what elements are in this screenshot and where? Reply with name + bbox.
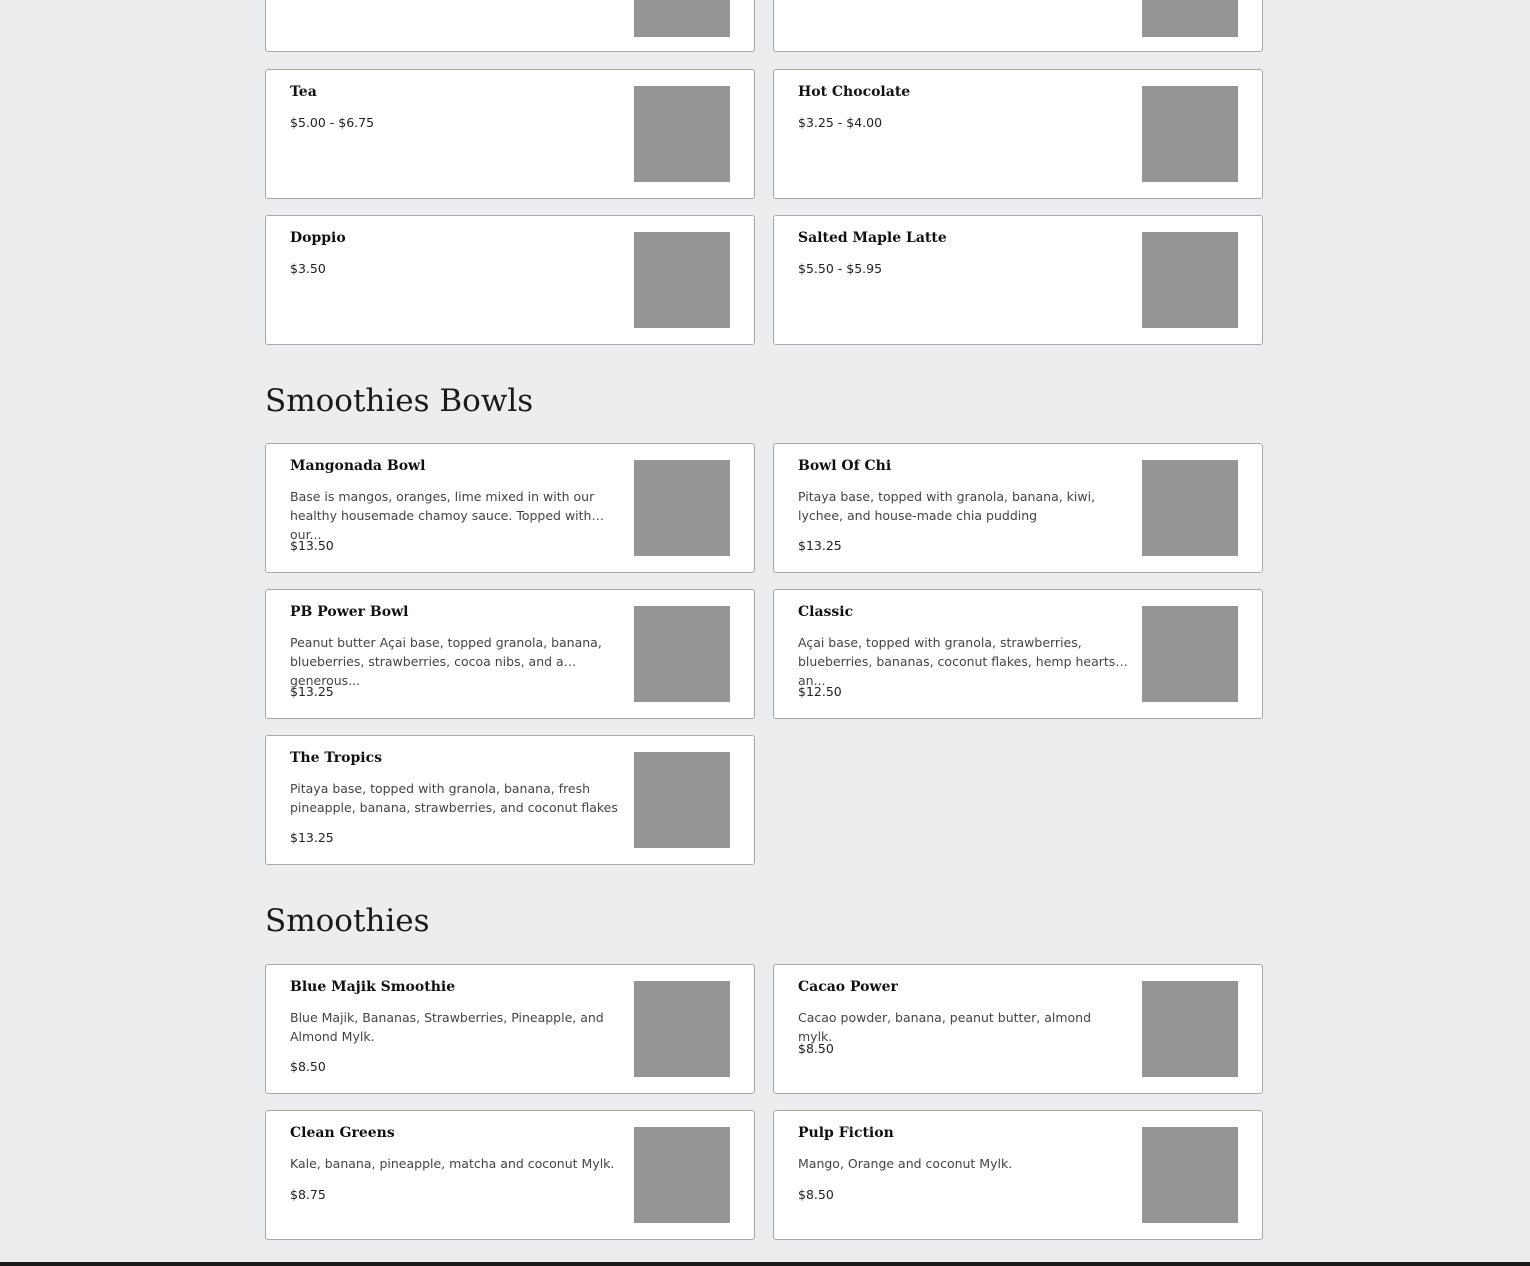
menu-item-pb-power-bowl[interactable] <box>265 589 755 719</box>
item-image-placeholder <box>634 86 730 182</box>
menu-item-cacao-power[interactable] <box>773 964 1263 1094</box>
menu-item-mangonada-bowl[interactable] <box>265 443 755 573</box>
menu-item-blue-majik-smoothie[interactable] <box>265 964 755 1094</box>
item-image-placeholder <box>1142 232 1238 328</box>
item-photo-pb-power-bowl <box>634 606 730 702</box>
item-photo-cacao-power <box>1142 981 1238 1077</box>
item-price: $8.75 <box>290 1187 326 1202</box>
item-image-placeholder <box>634 0 730 37</box>
menu-item-bowl-of-chi[interactable] <box>773 443 1263 573</box>
item-price: $8.50 <box>798 1187 834 1202</box>
item-photo-clean-greens <box>634 1127 730 1223</box>
menu-item-hot-chocolate[interactable] <box>773 69 1263 199</box>
item-price: $5.50 - $5.95 <box>798 261 883 276</box>
menu-item-pulp-fiction[interactable] <box>773 1110 1263 1240</box>
section-title-smoothies: Smoothies <box>265 903 430 939</box>
item-name: Cacao Power <box>798 979 898 995</box>
item-image-placeholder <box>1142 0 1238 37</box>
item-price: $13.25 <box>290 830 334 845</box>
item-price: $5.00 - $6.75 <box>290 115 375 130</box>
bottom-bar <box>0 1262 1530 1266</box>
item-image-placeholder <box>634 981 730 1077</box>
item-name: Mangonada Bowl <box>290 458 426 474</box>
item-description: Mango, Orange and coconut Mylk. <box>798 1156 1013 1171</box>
menu-item-salted-maple-latte[interactable] <box>773 215 1263 345</box>
item-description: Pitaya base, topped with granola, banana, fresh pineapple, banana, strawberries, and coconut flakes <box>290 781 618 815</box>
item-price: $12.50 <box>798 684 842 699</box>
item-image-placeholder <box>634 232 730 328</box>
item-price: $3.50 <box>290 261 326 276</box>
item-name: Classic <box>798 604 854 620</box>
item-image-placeholder <box>634 752 730 848</box>
item-name: Clean Greens <box>290 1125 395 1141</box>
section-title-smoothie-bowls: Smoothies Bowls <box>265 383 534 419</box>
item-price: $13.25 <box>290 684 334 699</box>
item-price: $8.50 <box>290 1059 326 1074</box>
item-name: Pulp Fiction <box>798 1125 894 1141</box>
menu-item-doppio[interactable] <box>265 215 755 345</box>
item-image-placeholder <box>1142 1127 1238 1223</box>
item-name: Salted Maple Latte <box>798 230 947 246</box>
item-photo-classic-bowl <box>1142 606 1238 702</box>
item-description: Blue Majik, Bananas, Strawberries, Pineapple, and Almond Mylk. <box>290 1010 604 1044</box>
item-name: Bowl Of Chi <box>798 458 892 474</box>
item-description: Açai base, topped with granola, strawberries, blueberries, bananas, coconut flakes, hemp hearts an... <box>798 635 1116 688</box>
item-name: Doppio <box>290 230 346 246</box>
item-price: $8.50 <box>798 1041 834 1056</box>
item-name: Tea <box>290 84 317 100</box>
item-description: Peanut butter Açai base, topped granola, banana, blueberries, strawberries, cocoa nibs, and a generous... <box>290 635 602 688</box>
item-name: The Tropics <box>290 750 383 766</box>
item-description: Kale, banana, pineapple, matcha and coconut Mylk. <box>290 1156 615 1171</box>
item-image-placeholder <box>1142 86 1238 182</box>
menu-item-classic[interactable] <box>773 589 1263 719</box>
item-price: $3.25 - $4.00 <box>798 115 883 130</box>
item-description: Cacao powder, banana, peanut butter, almond mylk. <box>798 1010 1092 1044</box>
item-price: $13.25 <box>798 538 842 553</box>
item-name: Blue Majik Smoothie <box>290 979 456 995</box>
menu-item-the-tropics[interactable] <box>265 735 755 865</box>
item-price: $13.50 <box>290 538 334 553</box>
item-image-placeholder <box>1142 460 1238 556</box>
menu-item-clean-greens[interactable] <box>265 1110 755 1240</box>
item-name: Hot Chocolate <box>798 84 911 100</box>
item-description: Base is mangos, oranges, lime mixed in with our healthy housemade chamoy sauce. Topped with our... <box>290 489 595 542</box>
item-description: Pitaya base, topped with granola, banana, kiwi, lychee, and house-made chia pudding <box>798 489 1096 523</box>
menu-item-card[interactable] <box>265 0 755 52</box>
menu-item-tea[interactable] <box>265 69 755 199</box>
menu-item-card[interactable] <box>773 0 1263 52</box>
item-name: PB Power Bowl <box>290 604 409 620</box>
item-image-placeholder <box>634 460 730 556</box>
